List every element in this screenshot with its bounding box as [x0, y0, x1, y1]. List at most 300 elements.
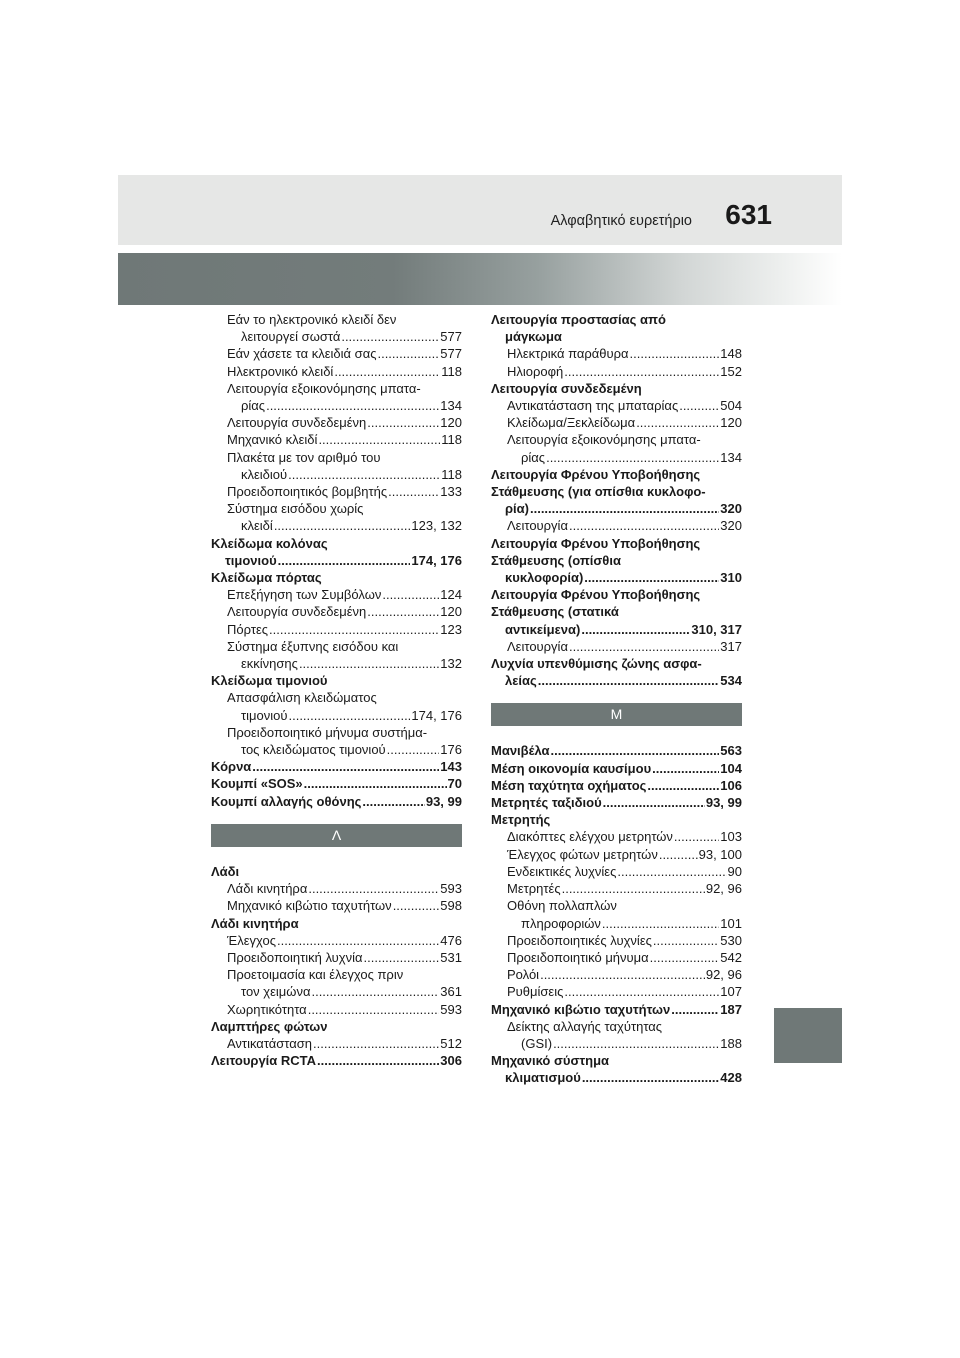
index-page-ref: 120 [440, 604, 462, 620]
chapter-side-tab [774, 1008, 842, 1063]
index-entry-label: ρία) [505, 501, 529, 517]
leader-dots [582, 1069, 719, 1086]
index-entry-label: Κόρνα [211, 759, 252, 775]
index-entry-label: κυκλοφορία) [505, 570, 584, 586]
index-entry-line [211, 552, 462, 569]
index-main-entry [491, 742, 742, 759]
index-column-right [491, 311, 742, 1087]
index-entry-label: Εάν το ηλεκτρονικό κλειδί δεν [227, 312, 397, 327]
index-sub-entry [211, 897, 462, 914]
index-entry-line [507, 449, 742, 466]
index-sub-entry [211, 431, 462, 448]
leader-dots [569, 517, 719, 534]
index-page-ref: 103 [720, 829, 742, 845]
leader-dots [341, 328, 439, 345]
index-page-ref: 176 [440, 742, 462, 758]
section-letter-header: Λ [211, 824, 462, 847]
index-entry-label: Ηλιοροφή [507, 363, 564, 379]
leader-dots [530, 500, 719, 517]
index-entry-label: εκκίνησης [241, 656, 298, 672]
leader-dots [674, 828, 719, 845]
index-sub-entry [491, 932, 742, 949]
header-gradient-band [118, 253, 842, 305]
index-entry-line [507, 1035, 742, 1052]
index-entry-label: Έλεγχος [227, 932, 276, 948]
index-entry-line [507, 397, 742, 414]
index-entry-label: Κλείδωμα/Ξεκλείδωμα [507, 415, 636, 431]
index-entry-line [227, 586, 462, 603]
index-sub-entry [211, 414, 462, 431]
index-entry-line [507, 983, 742, 1000]
index-entry-line [507, 414, 742, 431]
index-sub-entry [211, 311, 462, 345]
index-page-ref: 93, 99 [425, 793, 462, 809]
index-entry-line [227, 1001, 462, 1018]
index-entry-label: ρίας [241, 398, 266, 414]
header-title: Αλφαβητικό ευρετήριο [550, 213, 692, 229]
index-page-ref: 70 [447, 776, 462, 792]
index-entry-line [507, 949, 742, 966]
index-entry-label: λειτουργεί σωστά [241, 329, 341, 345]
index-entry-label: Λειτουργία [507, 518, 568, 534]
index-page-ref: 118 [441, 363, 462, 379]
index-page-ref: 106 [720, 777, 742, 793]
index-entry-label: Λειτουργία συνδεδεμένη [491, 380, 642, 396]
leader-dots [659, 846, 698, 863]
index-entry-line [491, 569, 742, 586]
index-page-ref: 598 [440, 898, 462, 914]
index-page-ref: 120 [440, 415, 462, 431]
leader-dots [278, 552, 411, 569]
index-entry-line [227, 397, 462, 414]
index-entry-label: κλειδί [241, 518, 273, 534]
index-entry-line [507, 345, 742, 362]
leader-dots [277, 932, 439, 949]
index-main-entry [491, 535, 742, 587]
index-page-ref: 123, 132 [411, 518, 462, 534]
index-main-entry [491, 760, 742, 777]
index-entry-label: Κουμπί «SOS» [211, 776, 303, 792]
index-entry-label: Διακόπτες ελέγχου μετρητών [507, 829, 673, 845]
index-entry-line [491, 794, 742, 811]
index-page-ref: 531 [440, 949, 462, 965]
index-entry-label: Απασφάλιση κλειδώματος [227, 690, 377, 706]
index-main-entry [491, 1052, 742, 1086]
index-entry-line [491, 621, 742, 638]
index-entry-line [211, 863, 462, 880]
index-entry-label: Λειτουργία RCTA [211, 1053, 317, 1069]
index-entry-label: Λειτουργία Φρένου Υποβοήθησης [491, 535, 701, 551]
index-entry-label: Προειδοποιητικός βομβητής [227, 484, 388, 500]
index-entry-label: Μηχανικό κιβώτιο ταχυτήτων [491, 1001, 671, 1017]
index-page-ref: 148 [720, 346, 742, 362]
index-entry-line [491, 500, 742, 517]
index-entry-label: Κλείδωμα πόρτας [211, 570, 322, 586]
index-page-ref: 476 [440, 932, 462, 948]
index-entry-label: Μανιβέλα [491, 743, 550, 759]
index-entry-line [507, 966, 742, 983]
index-page-ref: 90 [727, 863, 742, 879]
index-page-ref: 134 [720, 449, 742, 465]
leader-dots [602, 915, 719, 932]
index-entry-label: Στάθμευσης (οπίσθια [491, 552, 621, 568]
index-page-ref: 152 [720, 363, 742, 379]
index-main-entry [211, 535, 462, 569]
index-page-ref: 174, 176 [411, 707, 462, 723]
index-page-ref: 118 [441, 466, 462, 482]
leader-dots [584, 569, 719, 586]
index-sub-entry [211, 638, 462, 672]
index-entry-line [211, 1052, 462, 1069]
index-main-entry [211, 1018, 462, 1035]
leader-dots [564, 363, 719, 380]
index-main-entry [211, 775, 462, 792]
index-entry-line [507, 880, 742, 897]
index-entry-label: τιμονιού [225, 552, 277, 568]
index-entry-label: Μηχανικό κιβώτιο ταχυτήτων [227, 898, 392, 914]
index-page-ref: 306 [440, 1053, 462, 1069]
page-number: 631 [725, 199, 772, 230]
index-entry-line [491, 672, 742, 689]
index-sub-entry [211, 932, 462, 949]
index-entry-line [507, 915, 742, 932]
index-page-ref: 512 [440, 1035, 462, 1051]
leader-dots [266, 397, 439, 414]
index-entry-line [227, 949, 462, 966]
leader-dots [367, 414, 439, 431]
index-entry-label: Λειτουργία εξοικονόμησης μπατα- [227, 380, 421, 396]
leader-dots [308, 1001, 440, 1018]
index-page-ref: 187 [720, 1001, 742, 1017]
index-page-ref: 134 [440, 398, 462, 414]
index-sub-entry [491, 949, 742, 966]
index-entry-line [507, 638, 742, 655]
leader-dots [317, 1052, 439, 1069]
header-band [118, 175, 842, 245]
index-entry-line [227, 414, 462, 431]
index-sub-entry [211, 966, 462, 1000]
index-sub-entry [211, 621, 462, 638]
index-entry-line [491, 1001, 742, 1018]
leader-dots [367, 603, 439, 620]
leader-dots [387, 741, 440, 758]
index-entry-label: Προειδοποιητικές λυχνίες [507, 932, 652, 948]
index-main-entry [491, 811, 742, 828]
leader-dots [538, 672, 720, 689]
index-entry-label: Οθόνη πολλαπλών [507, 898, 617, 914]
index-entry-line [491, 328, 742, 345]
index-page-ref: 174, 176 [411, 552, 462, 568]
index-page-ref: 188 [720, 1035, 742, 1051]
index-entry-line [227, 466, 462, 483]
index-entry-label: Πόρτες [227, 621, 269, 637]
leader-dots [288, 466, 440, 483]
index-entry-label: Μέση οικονομία καυσίμου [491, 760, 652, 776]
index-sub-entry [211, 1035, 462, 1052]
index-entry-label: Λειτουργία [507, 638, 568, 654]
index-sub-entry [211, 724, 462, 758]
index-sub-entry [491, 863, 742, 880]
index-entry-label: Μηχανικό κλειδί [227, 432, 318, 448]
index-entry-line [227, 431, 462, 448]
index-page-ref: 132 [440, 656, 462, 672]
index-page-ref: 563 [720, 743, 742, 759]
index-entry-line [507, 517, 742, 534]
leader-dots [636, 414, 719, 431]
index-entry-line [227, 328, 462, 345]
index-page-ref: 320 [720, 501, 742, 517]
index-entry-line [211, 1018, 462, 1035]
leader-dots [308, 880, 439, 897]
index-entry-label: Αντικατάσταση της μπαταρίας [507, 398, 679, 414]
index-sub-entry [211, 449, 462, 483]
leader-dots [603, 794, 705, 811]
index-entry-label: Έλεγχος φώτων μετρητών [507, 846, 658, 862]
index-sub-entry [211, 483, 462, 500]
index-page-ref: 92, 96 [705, 881, 742, 897]
index-entry-label: Λάδι [211, 863, 240, 879]
leader-dots [546, 449, 719, 466]
index-sub-entry [211, 363, 462, 380]
index-page-ref: 101 [720, 915, 742, 931]
index-sub-entry [491, 414, 742, 431]
index-main-entry [491, 466, 742, 518]
index-entry-line [227, 983, 462, 1000]
index-entry-label: Κλείδωμα κολόνας [211, 535, 328, 551]
index-entry-label: Ενδεικτικές λυχνίες [507, 863, 617, 879]
leader-dots [671, 1001, 719, 1018]
index-main-entry [211, 863, 462, 880]
index-main-entry [491, 777, 742, 794]
index-entry-label: Ηλεκτρικά παράθυρα [507, 346, 629, 362]
index-page-ref: 310, 317 [691, 621, 742, 637]
index-entry-label: Στάθμευσης (για οπίσθια κυκλοφο- [491, 484, 706, 500]
leader-dots [553, 1035, 719, 1052]
index-entry-label: Λάδι κινητήρα [227, 881, 308, 897]
index-page-ref: 92, 96 [705, 967, 742, 983]
index-entry-line [227, 517, 462, 534]
index-entry-line [211, 915, 462, 932]
leader-dots [311, 983, 439, 1000]
index-entry-line [227, 880, 462, 897]
index-entry-label: Μηχανικό σύστημα [491, 1053, 610, 1069]
index-page-ref: 123 [440, 621, 462, 637]
index-sub-entry [491, 1018, 742, 1052]
index-entry-line [227, 897, 462, 914]
index-entry-label: Ηλεκτρονικό κλειδί [227, 363, 334, 379]
index-entry-label: Προειδοποιητική λυχνία [227, 949, 363, 965]
index-page-ref: 504 [720, 398, 742, 414]
index-entry-label: (GSI) [521, 1035, 553, 1051]
index-entry-label: Σύστημα έξυπνης εισόδου και [227, 638, 399, 654]
index-entry-label: Εάν χάσετε τα κλειδιά σας [227, 346, 377, 362]
index-sub-entry [211, 1001, 462, 1018]
index-entry-label: Δείκτης αλλαγής ταχύτητας [507, 1018, 663, 1034]
index-page-ref: 107 [720, 984, 742, 1000]
leader-dots [551, 742, 720, 759]
index-entry-label: Προειδοποιητικό μήνυμα συστήμα- [227, 724, 428, 740]
index-sub-entry [491, 517, 742, 534]
index-entry-line [491, 760, 742, 777]
leader-dots [269, 621, 439, 638]
leader-dots [617, 863, 726, 880]
index-entry-label: Σύστημα εισόδου χωρίς [227, 501, 364, 517]
index-entry-line [227, 363, 462, 380]
index-column-left [211, 311, 462, 1069]
index-entry-label: Κλείδωμα τιμονιού [211, 673, 328, 689]
index-entry-label: ρίας [521, 449, 546, 465]
index-main-entry [211, 672, 462, 689]
index-entry-label: μάγκωμα [505, 329, 562, 345]
index-entry-line [227, 1035, 462, 1052]
index-sub-entry [491, 828, 742, 845]
index-entry-label: Λειτουργία συνδεδεμένη [227, 415, 367, 431]
index-entry-label: Μέση ταχύτητα οχήματος [491, 777, 647, 793]
index-entry-label: λείας [505, 673, 537, 689]
index-entry-line [491, 742, 742, 759]
index-sub-entry [211, 345, 462, 362]
index-entry-line [507, 863, 742, 880]
index-sub-entry [491, 880, 742, 897]
index-sub-entry [491, 966, 742, 983]
index-entry-label: κλειδιού [241, 466, 288, 482]
index-entry-line [507, 828, 742, 845]
leader-dots [288, 707, 410, 724]
leader-dots [377, 345, 439, 362]
index-entry-label: Λειτουργία προστασίας από [491, 312, 666, 327]
index-page-ref: 124 [440, 587, 462, 603]
index-sub-entry [211, 500, 462, 534]
index-main-entry [211, 1052, 462, 1069]
index-entry-label: Λαμπτήρες φώτων [211, 1018, 328, 1034]
index-page-ref: 542 [720, 949, 742, 965]
index-entry-label: Ρυθμίσεις [507, 984, 564, 1000]
index-entry-label: Κουμπί αλλαγής οθόνης [211, 793, 362, 809]
index-sub-entry [211, 586, 462, 603]
index-entry-label: τιμονιού [241, 707, 288, 723]
index-page-ref: 530 [720, 932, 742, 948]
leader-dots [364, 949, 440, 966]
index-entry-line [491, 380, 742, 397]
index-sub-entry [211, 380, 462, 414]
index-entry-label: Πλακέτα με τον αριθμό του [227, 449, 381, 465]
leader-dots [647, 777, 719, 794]
index-sub-entry [491, 846, 742, 863]
index-sub-entry [211, 880, 462, 897]
index-page-ref: 577 [440, 329, 462, 345]
index-entry-label: τον χειμώνα [241, 984, 311, 1000]
index-entry-line [227, 621, 462, 638]
index-page-ref: 428 [720, 1070, 742, 1086]
index-entry-label: Μετρητές [507, 881, 561, 897]
index-page-ref: 593 [440, 1001, 462, 1017]
index-main-entry [211, 915, 462, 932]
index-entry-label: Λειτουργία Φρένου Υποβοήθησης [491, 587, 701, 603]
index-main-entry [211, 758, 462, 775]
leader-dots [630, 345, 720, 362]
index-main-entry [491, 586, 742, 638]
index-page-ref: 104 [720, 760, 742, 776]
index-sub-entry [491, 397, 742, 414]
index-entry-line [227, 707, 462, 724]
leader-dots [581, 621, 690, 638]
index-entry-line [227, 932, 462, 949]
index-entry-label: Επεξήγηση των Συμβόλων [227, 587, 382, 603]
leader-dots [274, 517, 411, 534]
index-entry-label: τος κλειδώματος τιμονιού [241, 742, 386, 758]
leader-dots [564, 983, 719, 1000]
leader-dots [393, 897, 440, 914]
index-entry-line [507, 363, 742, 380]
leader-dots [313, 1035, 439, 1052]
index-page-ref: 118 [441, 432, 462, 448]
leader-dots [562, 880, 705, 897]
index-entry-line [211, 672, 462, 689]
index-page-ref: 143 [440, 759, 462, 775]
index-entry-label: Λυχνία υπενθύμισης ζώνης ασφα- [491, 656, 702, 672]
index-main-entry [211, 569, 462, 586]
leader-dots [388, 483, 439, 500]
index-main-entry [491, 1001, 742, 1018]
index-entry-line [491, 1069, 742, 1086]
index-sub-entry [211, 689, 462, 723]
index-main-entry [491, 655, 742, 689]
index-entry-label: πληροφοριών [521, 915, 601, 931]
leader-dots [569, 638, 719, 655]
index-sub-entry [491, 363, 742, 380]
index-page-ref: 317 [720, 638, 742, 654]
index-main-entry [491, 380, 742, 397]
index-sub-entry [491, 638, 742, 655]
index-page-ref: 310 [720, 570, 742, 586]
index-entry-label: αντικείμενα) [505, 621, 581, 637]
index-entry-line [491, 777, 742, 794]
index-page-ref: 133 [440, 484, 462, 500]
leader-dots [318, 431, 440, 448]
leader-dots [679, 397, 719, 414]
index-page-ref: 320 [720, 518, 742, 534]
index-entry-line [211, 793, 462, 810]
index-sub-entry [491, 983, 742, 1000]
index-entry-label: Λειτουργία εξοικονόμησης μπατα- [507, 432, 701, 448]
index-page-ref: 593 [440, 881, 462, 897]
index-page-ref: 534 [720, 673, 742, 689]
section-letter-header: Μ [491, 703, 742, 726]
leader-dots [304, 775, 447, 792]
index-entry-label: Λάδι κινητήρα [211, 915, 299, 931]
index-entry-label: Αντικατάσταση [227, 1035, 313, 1051]
index-page-ref: 120 [720, 415, 742, 431]
index-entry-line [227, 655, 462, 672]
index-page-ref: 361 [440, 984, 462, 1000]
index-entry-label: Στάθμευσης (στατικά [491, 604, 619, 620]
index-sub-entry [491, 431, 742, 465]
index-entry-label: Προετοιμασία και έλεγχος πριν [227, 967, 404, 983]
index-sub-entry [491, 897, 742, 931]
index-entry-line [227, 741, 462, 758]
leader-dots [540, 966, 705, 983]
index-main-entry [211, 793, 462, 810]
leader-dots [653, 932, 719, 949]
index-entry-line [227, 345, 462, 362]
index-entry-label: Λειτουργία συνδεδεμένη [227, 604, 367, 620]
index-entry-line [227, 603, 462, 620]
index-main-entry [491, 311, 742, 345]
index-entry-label: Χωρητικότητα [227, 1001, 307, 1017]
leader-dots [650, 949, 720, 966]
index-entry-line [507, 932, 742, 949]
index-entry-line [227, 483, 462, 500]
